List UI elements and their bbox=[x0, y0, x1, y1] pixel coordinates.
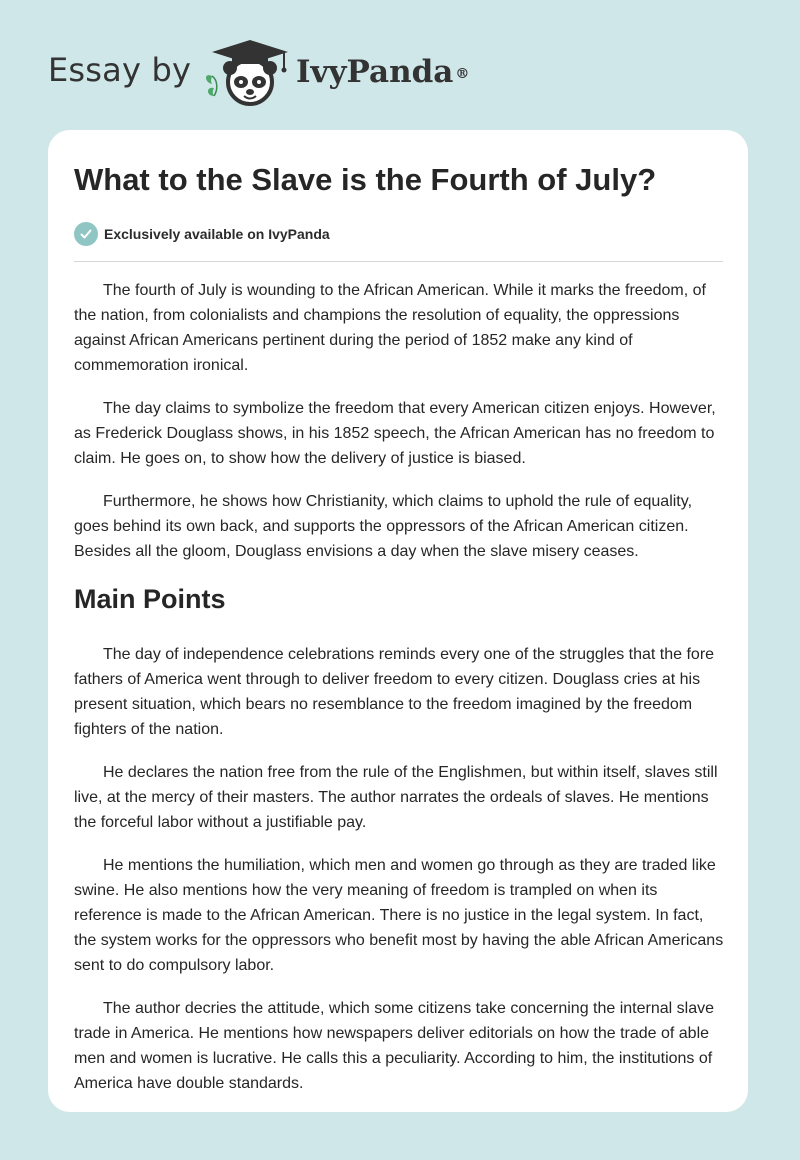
essay-by-label: Essay by bbox=[48, 51, 192, 89]
registered-mark: ® bbox=[455, 66, 470, 82]
section-heading-main-points: Main Points bbox=[74, 584, 226, 614]
essay-card bbox=[48, 130, 748, 1112]
title-divider bbox=[74, 261, 723, 262]
paragraph: The day of independence celebrations reminds every one of the struggles that the fore fathers of America went through to deliver freedom to every citizen. Douglass cries at his present situation, which bears no resemblance to the freedom imagined by the freedom fighters of the nation. bbox=[74, 646, 715, 738]
brand-name-text: IvyPanda bbox=[296, 54, 454, 90]
paragraph: The day claims to symbolize the freedom that every American citizen enjoys. However, as Frederick Douglass shows, in his 1852 speech, the African American has no freedom to claim. He goes on, to show how the delivery of justice is biased. bbox=[74, 400, 716, 467]
panda-graduation-cap-icon[interactable] bbox=[200, 36, 296, 108]
exclusive-badge bbox=[74, 222, 330, 246]
exclusive-label: Exclusively available on IvyPanda bbox=[104, 226, 330, 242]
paragraph: The author decries the attitude, which some citizens take concerning the internal slave trade in America. He mentions how newspapers deliver editorials on how the trade of able men and women is lucrative. He calls this a peculiarity. According to him, the institutions of America have double standards. bbox=[74, 1000, 714, 1092]
page-title: What to the Slave is the Fourth of July? bbox=[74, 162, 657, 197]
ivypanda-wordmark[interactable] bbox=[296, 52, 469, 92]
paragraph: The fourth of July is wounding to the African American. While it marks the freedom, of the nation, from colonialists and champions the resolution of equality, the oppressions against African Americans pertinent during the period of 1852 make any kind of commemoration ironical. bbox=[74, 282, 706, 374]
essay-body bbox=[74, 278, 724, 1114]
paragraph: Furthermore, he shows how Christianity, which claims to uphold the rule of equality, goes behind its own back, and supports the oppressors of the African American citizen. Besides all the gloom, Douglass envisions a day when the slave misery ceases. bbox=[74, 493, 693, 560]
paragraph: He declares the nation free from the rule of the Englishmen, but within itself, slaves still live, at the mercy of their masters. The author narrates the ordeals of slaves. He mentions the forceful labor without a justifiable pay. bbox=[74, 764, 718, 831]
site-header bbox=[0, 0, 800, 130]
paragraph: He mentions the humiliation, which men and women go through as they are traded like swine. He also mentions how the very meaning of freedom is trampled on when its reference is made to the African American. There is no justice in the legal system. In fact, the system works for the oppressors who benefit most by having the able African Americans sent to do compulsory labor. bbox=[74, 857, 724, 974]
check-circle-icon bbox=[74, 222, 98, 246]
